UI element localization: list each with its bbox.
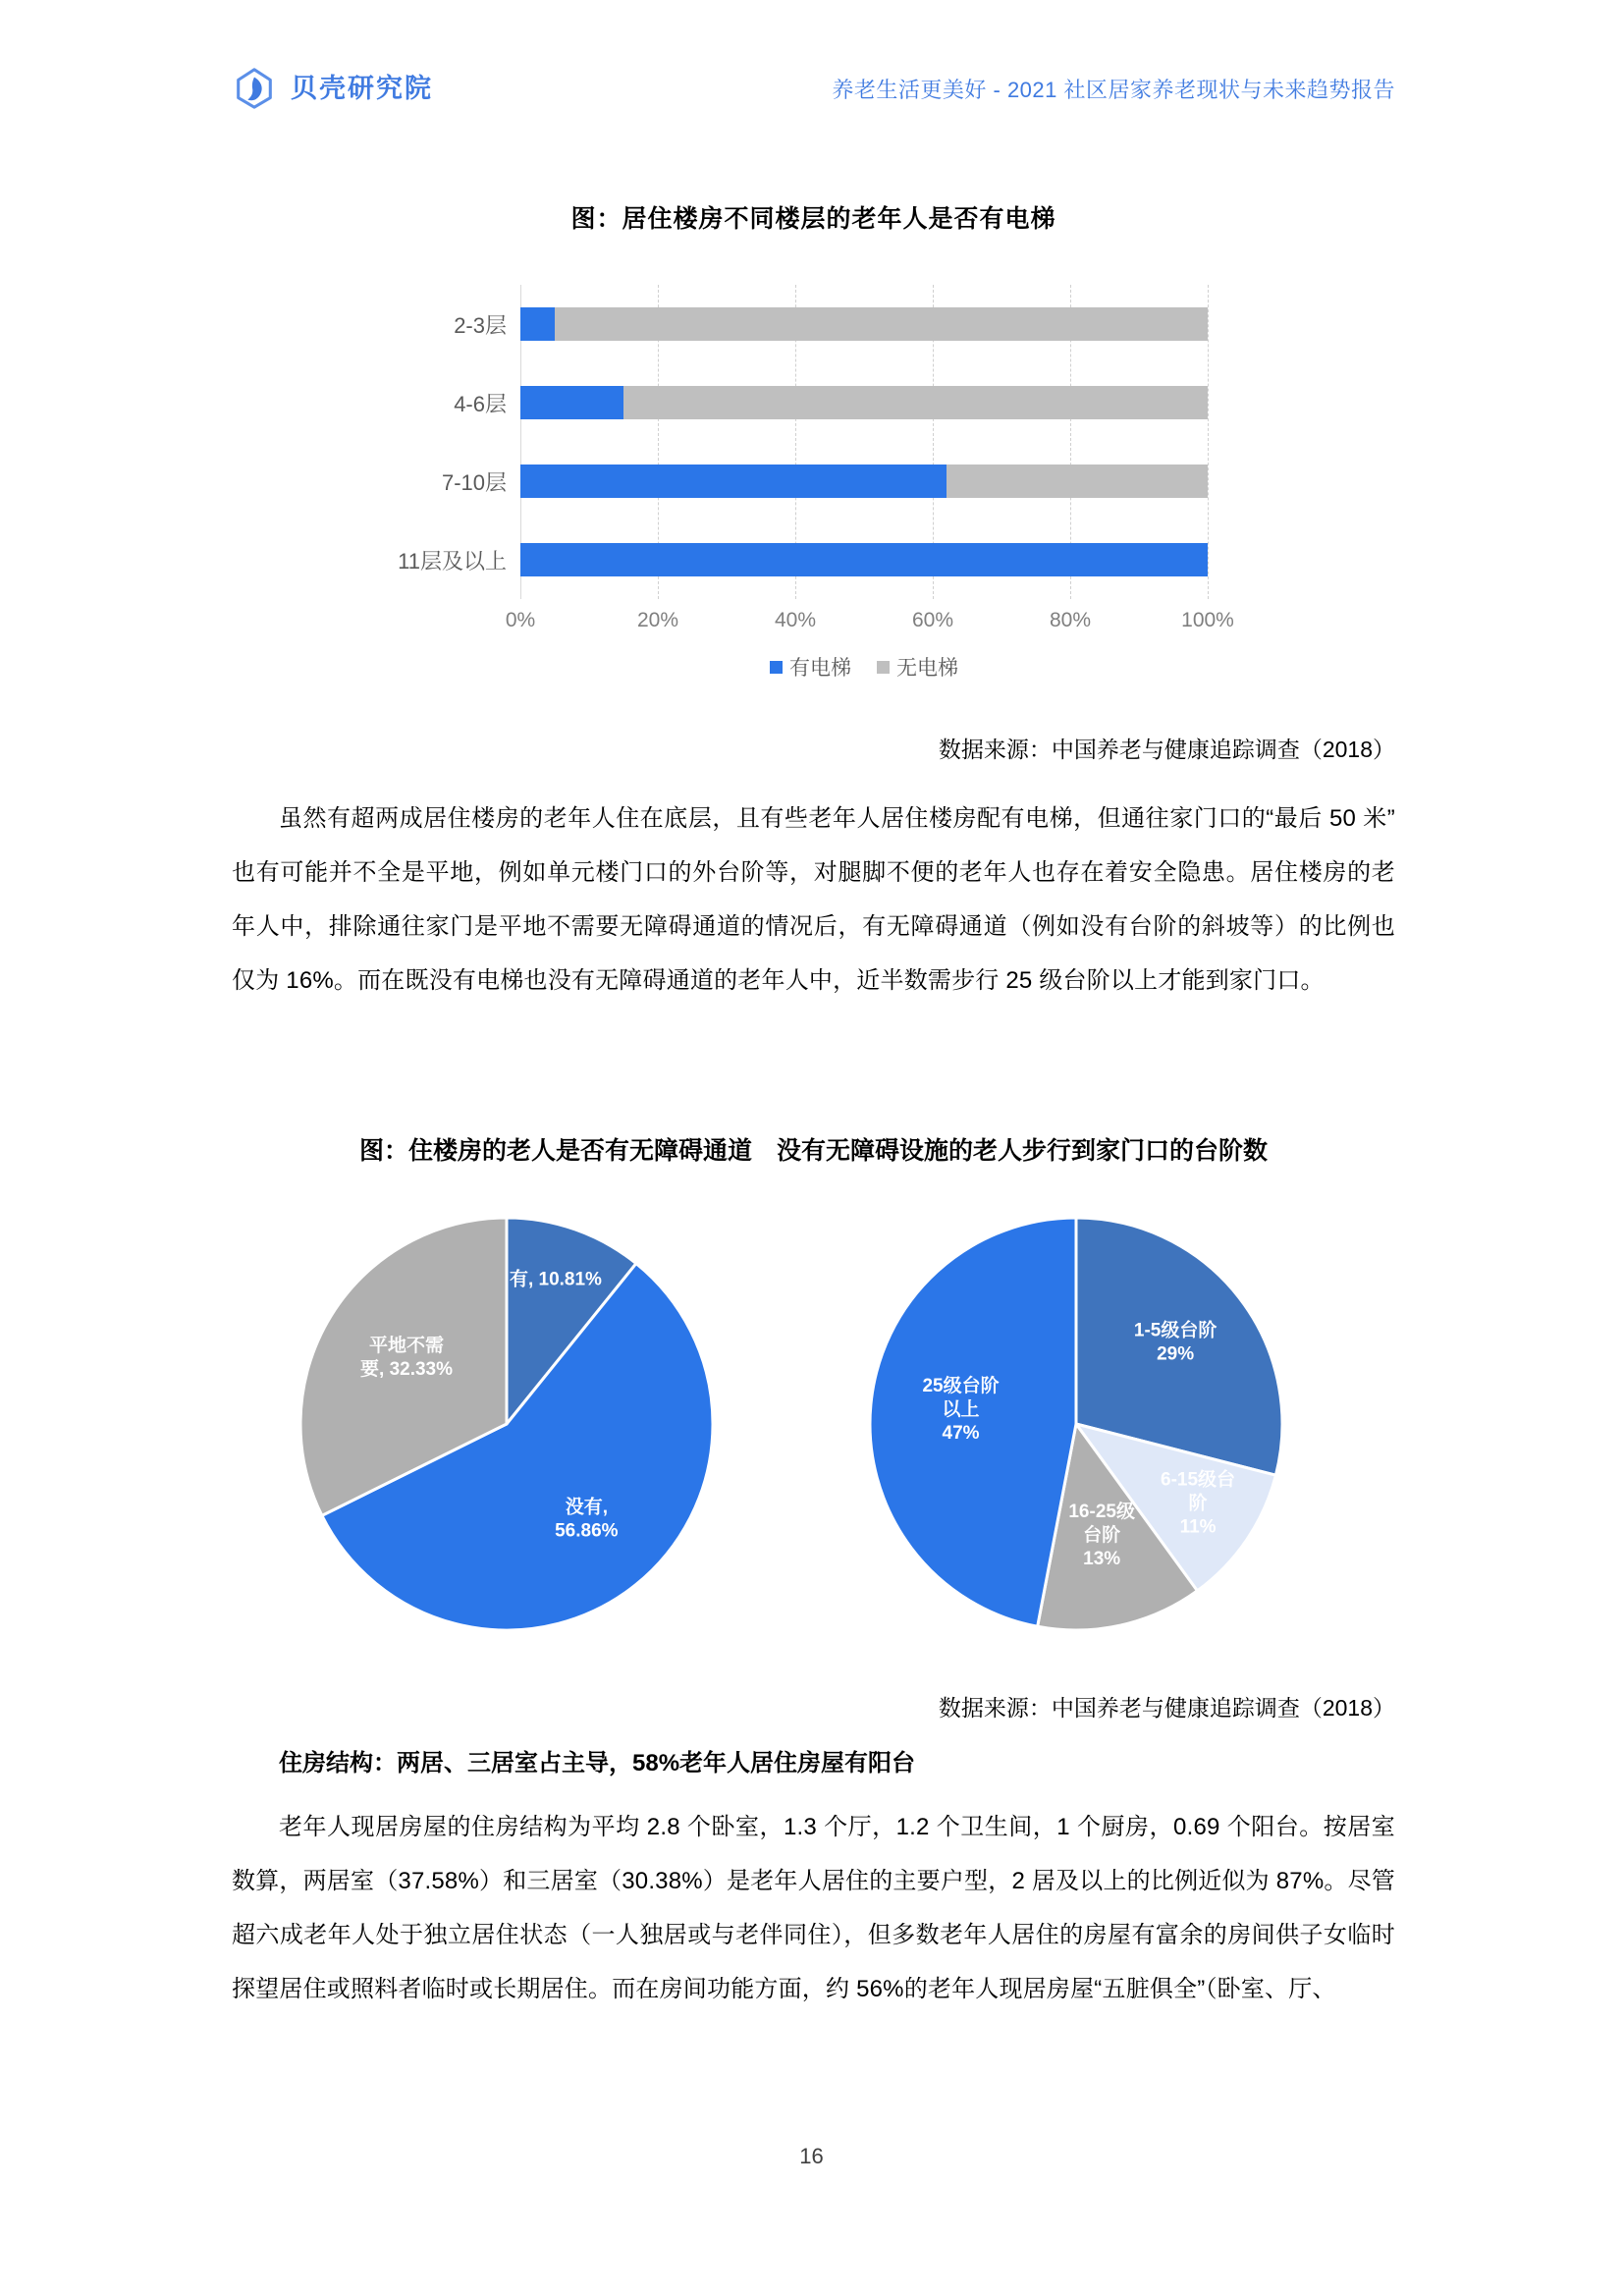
bar-chart-x-tick-label: 60% [911, 609, 954, 631]
steps-to-door-pie-svg [860, 1208, 1292, 1640]
header-report-title: 养老生活更美好 - 2021 社区居家养老现状与未来趋势报告 [832, 77, 1395, 102]
bar-chart-x-tick-label: 0% [505, 609, 536, 631]
pie-slice-label: 没有, 56.86% [555, 1497, 619, 1542]
bar-chart-category-label: 11层及以上 [398, 548, 507, 574]
legend-swatch [770, 661, 783, 674]
figure2-title: 图：住楼房的老人是否有无障碍通道 没有无障碍设施的老人步行到家门口的台阶数 [358, 1137, 1268, 1165]
pie-slice-label: 1-5级台阶 29% [1133, 1320, 1217, 1365]
bar-segment [947, 465, 1208, 498]
bar-chart-rows [398, 285, 1208, 599]
figure1-source: 数据来源：中国养老与健康追踪调查（2018） [938, 737, 1395, 762]
figure1-title: 图：居住楼房不同楼层的老年人是否有电梯 [570, 205, 1056, 233]
bar-chart-legend-item [770, 652, 851, 682]
elevator-by-floor-bar-chart [393, 271, 1276, 703]
barrier-free-access-pie-svg [291, 1208, 723, 1640]
pie-slice-label: 6-15级台阶 11% [1161, 1469, 1236, 1538]
brand-name: 贝壳研究院 [291, 73, 433, 103]
shell-logo-icon [232, 66, 277, 111]
pie-charts-container [232, 1208, 1395, 1660]
body-paragraph-1: 虽然有超两成居住楼房的老年人住在底层，且有些老年人居住楼房配有电梯，但通往家门口的“最后 50 米”也有可能并不全是平地，例如单元楼门口的外台阶等，对腿脚不便的老年人也存在着安全隐患。居住楼房的老年人中，排除通往家门是平地不需要无障碍通道的情况后，有无障碍通道（例如没有台阶的斜坡等）的比例也仅为 16%。而在既没有电梯也没有无障碍通道的老年人中，近半数需步行 25 级台阶以上才能到家门口。 [232, 805, 1395, 994]
bar-chart-plot-area [398, 285, 1208, 599]
bar-chart-category-label: 2-3层 [454, 312, 507, 338]
bar-segment [623, 386, 1208, 419]
bar-chart-row [454, 386, 1208, 419]
bar-chart-gridline [1208, 285, 1209, 599]
legend-swatch [877, 661, 890, 674]
bar-chart-legend [520, 652, 1208, 682]
bar-segment [520, 307, 555, 341]
body-paragraph-2: 老年人现居房屋的住房结构为平均 2.8 个卧室，1.3 个厅，1.2 个卫生间，1 个厨房，0.69 个阳台。按居室数算，两居室（37.58%）和三居室（30.38%）是老年人居住的主要户型，2 居及以上的比例近似为 87%。尽管超六成老年人处于独立居住状态（一人独居或与老伴同住），但多数老年人居住的房屋有富余的房间供子女临时探望居住或照料者临时或长期居住。而在房间功能方面，约 56%的老年人现居房屋“五脏俱全”（卧室、厅、 [232, 1814, 1395, 2002]
legend-label: 无电梯 [896, 657, 958, 680]
barrier-free-access-pie-chart [291, 1208, 723, 1640]
section-subheading: 住房结构：两居、三居室占主导，58%老年人居住房屋有阳台 [279, 1750, 916, 1777]
bar-segment [520, 465, 947, 498]
bar-chart-legend-item [877, 652, 958, 682]
bar-chart-row [454, 307, 1208, 341]
steps-to-door-pie-chart [860, 1208, 1292, 1640]
bar-segment [520, 386, 623, 419]
pie-slice-label: 25级台阶以上 47% [922, 1375, 1000, 1444]
bar-segment [555, 307, 1208, 341]
page-number: 16 [799, 2144, 824, 2168]
legend-label: 有电梯 [789, 657, 851, 680]
bar-chart-x-axis-ticks [505, 609, 1234, 640]
bar-chart-x-tick-label: 100% [1181, 609, 1234, 631]
bar-chart-row [398, 543, 1208, 576]
page-header [232, 61, 1395, 116]
bar-chart-x-tick-label: 20% [636, 609, 679, 631]
pie-slice-label: 16-25级台阶 13% [1068, 1502, 1135, 1570]
bar-chart-row [441, 465, 1208, 498]
bar-chart-x-tick-label: 80% [1049, 609, 1092, 631]
bar-chart-category-label: 7-10层 [441, 469, 507, 495]
bar-segment [520, 543, 1208, 576]
figure2-source: 数据来源：中国养老与健康追踪调查（2018） [938, 1695, 1395, 1721]
bar-chart-category-label: 4-6层 [454, 391, 507, 416]
pie-slice-label: 平地不需要, 32.33% [360, 1335, 454, 1380]
bar-chart-x-tick-label: 40% [774, 609, 817, 631]
pie-slice-label: 有, 10.81% [509, 1269, 602, 1290]
brand-logo [232, 66, 433, 111]
